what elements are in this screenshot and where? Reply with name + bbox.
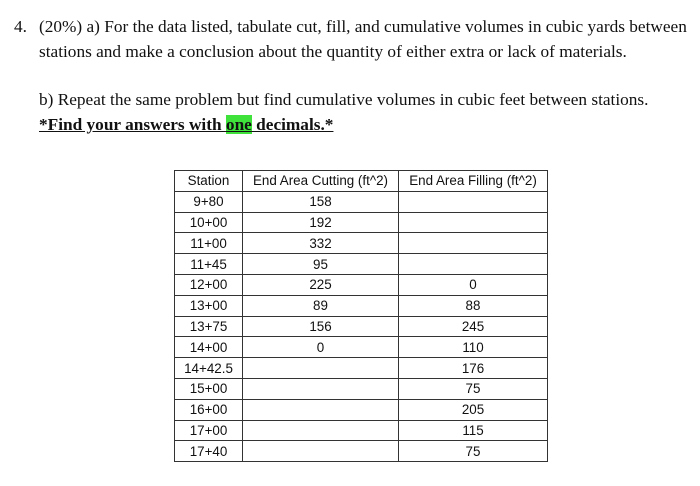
cutting-cell: 95 — [243, 254, 399, 275]
station-cell: 11+00 — [175, 233, 243, 254]
filling-cell: 75 — [399, 378, 548, 399]
filling-cell — [399, 233, 548, 254]
cutting-cell: 332 — [243, 233, 399, 254]
table-row — [175, 420, 548, 441]
cutting-cell — [243, 441, 399, 462]
filling-cell — [399, 212, 548, 233]
station-cell: 12+00 — [175, 274, 243, 295]
filling-cell: 176 — [399, 358, 548, 379]
cutting-cell — [243, 399, 399, 420]
table-row — [175, 254, 548, 275]
filling-cell: 205 — [399, 399, 548, 420]
station-cell: 9+80 — [175, 191, 243, 212]
filling-cell: 0 — [399, 274, 548, 295]
part-b-text: b) Repeat the same problem but find cumulative volumes in cubic feet between stations. — [39, 90, 649, 109]
cutting-cell — [243, 358, 399, 379]
cutting-cell — [243, 378, 399, 399]
cutting-cell: 89 — [243, 295, 399, 316]
filling-cell: 88 — [399, 295, 548, 316]
instruction-text-start: *Find your answers with — [39, 115, 226, 134]
cutting-cell: 158 — [243, 191, 399, 212]
instruction-line — [39, 112, 690, 137]
station-cell: 11+45 — [175, 254, 243, 275]
cutting-cell: 156 — [243, 316, 399, 337]
question-number: 4. — [14, 17, 27, 36]
end-area-table — [174, 170, 548, 462]
station-cell: 13+00 — [175, 295, 243, 316]
header-filling: End Area Filling (ft^2) — [399, 171, 548, 192]
table-row — [175, 191, 548, 212]
station-cell: 14+00 — [175, 337, 243, 358]
station-cell: 10+00 — [175, 212, 243, 233]
cutting-cell: 0 — [243, 337, 399, 358]
cutting-cell: 192 — [243, 212, 399, 233]
cutting-cell — [243, 420, 399, 441]
problem-statement — [14, 14, 690, 137]
station-cell: 14+42.5 — [175, 358, 243, 379]
table-header-row — [175, 171, 548, 192]
cutting-cell: 225 — [243, 274, 399, 295]
station-cell: 16+00 — [175, 399, 243, 420]
table-row — [175, 358, 548, 379]
filling-cell: 75 — [399, 441, 548, 462]
table-row — [175, 274, 548, 295]
table-row — [175, 316, 548, 337]
table-row — [175, 212, 548, 233]
table-row — [175, 378, 548, 399]
filling-cell — [399, 191, 548, 212]
part-a-text: (20%) a) For the data listed, tabulate cut, fill, and cumulative volumes in cubic yards between stations and make a conclusion about the quantity of either extra or lack of materials. — [39, 17, 687, 61]
part-a — [14, 14, 690, 64]
filling-cell: 115 — [399, 420, 548, 441]
station-cell: 17+00 — [175, 420, 243, 441]
table-row — [175, 233, 548, 254]
station-cell: 15+00 — [175, 378, 243, 399]
station-cell: 13+75 — [175, 316, 243, 337]
header-cutting: End Area Cutting (ft^2) — [243, 171, 399, 192]
filling-cell: 245 — [399, 316, 548, 337]
highlighted-word: one — [225, 115, 252, 134]
part-b — [14, 87, 690, 137]
station-cell: 17+40 — [175, 441, 243, 462]
filling-cell — [399, 254, 548, 275]
filling-cell: 110 — [399, 337, 548, 358]
table-row — [175, 337, 548, 358]
table-row — [175, 399, 548, 420]
table-row — [175, 441, 548, 462]
instruction-text-end: decimals.* — [251, 115, 334, 134]
table-body — [175, 191, 548, 461]
table-row — [175, 295, 548, 316]
header-station: Station — [175, 171, 243, 192]
